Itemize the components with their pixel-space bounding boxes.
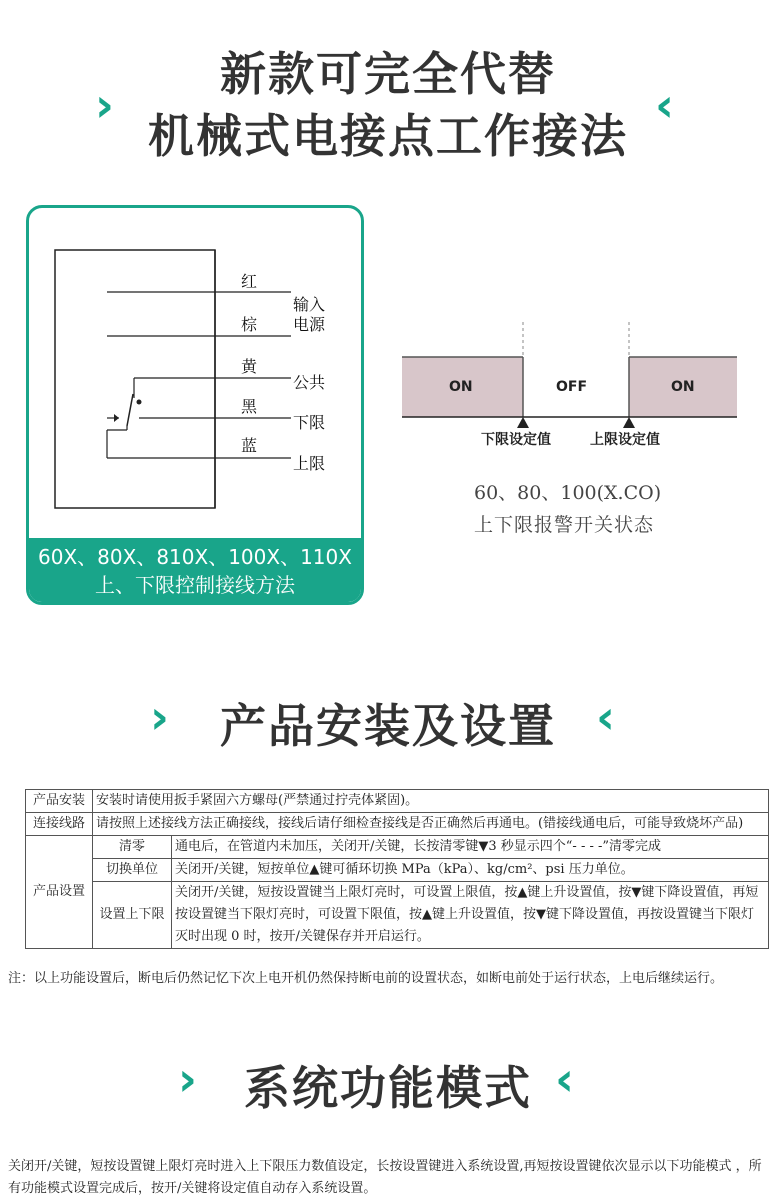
spec-table (25, 789, 769, 949)
high-marker-icon (623, 417, 635, 428)
note-text: 注：以上功能设置后，断电后仍然记忆下次上电开机仍然保持断电前的设置状态，如断电前处于运行状态，上电后继续运行。 (8, 971, 724, 986)
chevron-left-icon: ‹ (596, 690, 615, 744)
mode-text: 关闭开/关键，短按设置键上限灯亮时进入上下限压力数值设定，长按设置键进入系统设置,再短按设置键依次显示以下功能模式 ，所有功能模式设置完成后，按开/关键将设定值自动存入系统设置。 (8, 1159, 762, 1196)
wire-yellow: 黄 (241, 357, 258, 376)
unit-text: 关闭开/关键，短按单位▲键可循环切换 MPa（kPa）、kg/cm²、psi 压力单位。 (172, 859, 769, 882)
wire-blue: 蓝 (241, 436, 258, 455)
wire-red: 红 (241, 272, 258, 291)
switch-caption-models: 60、80、100(X.CO) (474, 482, 662, 504)
low-marker-icon (517, 417, 529, 428)
label-input: 输入 (293, 295, 326, 314)
unit-label: 切换单位 (93, 859, 172, 882)
section-title-mode: 系统功能模式 (244, 1061, 532, 1115)
install-label: 产品安装 (26, 790, 93, 813)
chevron-left-icon: ‹ (655, 78, 674, 132)
chevron-right-icon: › (150, 690, 169, 744)
wiring-card (26, 205, 364, 605)
state-on-right: ON (671, 379, 695, 395)
table-row (26, 859, 769, 882)
card-footer (29, 538, 361, 602)
limit-label: 设置上下限 (93, 882, 172, 949)
chevron-right-icon: › (178, 1052, 197, 1106)
state-on-left: ON (449, 379, 473, 395)
page-title-line2: 机械式电接点工作接法 (148, 109, 628, 163)
wire-black: 黑 (241, 397, 258, 416)
setting-label: 产品设置 (26, 836, 93, 949)
table-row (26, 882, 769, 949)
marker-low-label: 下限设定值 (481, 432, 551, 448)
table-row (26, 836, 769, 859)
chevron-left-icon: ‹ (555, 1052, 574, 1106)
zero-label: 清零 (93, 836, 172, 859)
chevron-right-icon: › (95, 78, 114, 132)
state-off: OFF (556, 379, 588, 395)
table-row (26, 790, 769, 813)
wiring-label: 连接线路 (26, 813, 93, 836)
card-footer-caption: 上、下限控制接线方法 (95, 573, 295, 597)
zero-text: 通电后，在管道内未加压，关闭开/关键，长按清零键▼3 秒显示四个“- - - -”清零完成 (172, 836, 769, 859)
label-upper: 上限 (293, 454, 326, 473)
page-title-line1: 新款可完全代替 (220, 47, 556, 101)
switch-caption-title: 上下限报警开关状态 (474, 514, 655, 536)
table-row (26, 813, 769, 836)
label-common: 公共 (293, 373, 326, 392)
section-title-install: 产品安装及设置 (220, 699, 556, 753)
install-text: 安装时请使用扳手紧固六方螺母(严禁通过拧壳体紧固)。 (93, 790, 769, 813)
marker-high-label: 上限设定值 (590, 432, 660, 448)
label-lower: 下限 (293, 413, 326, 432)
label-power: 电源 (293, 315, 326, 334)
wiring-text: 请按照上述接线方法正确接线，接线后请仔细检查接线是否正确然后再通电。(错接线通电后，可能导致烧坏产品) (93, 813, 769, 836)
limit-text: 关闭开/关键，短按设置键当上限灯亮时，可设置上限值，按▲键上升设置值，按▼键下降设置值，再短按设置键当下限灯亮时，可设置下限值，按▲键上升设置值，按▼键下降设置值，再按设置键当下限灯灭时出现 0 时，按开/关键保存并开启运行。 (172, 882, 769, 949)
card-footer-models: 60X、80X、810X、100X、110X (38, 545, 352, 569)
wire-brown: 棕 (241, 315, 258, 334)
